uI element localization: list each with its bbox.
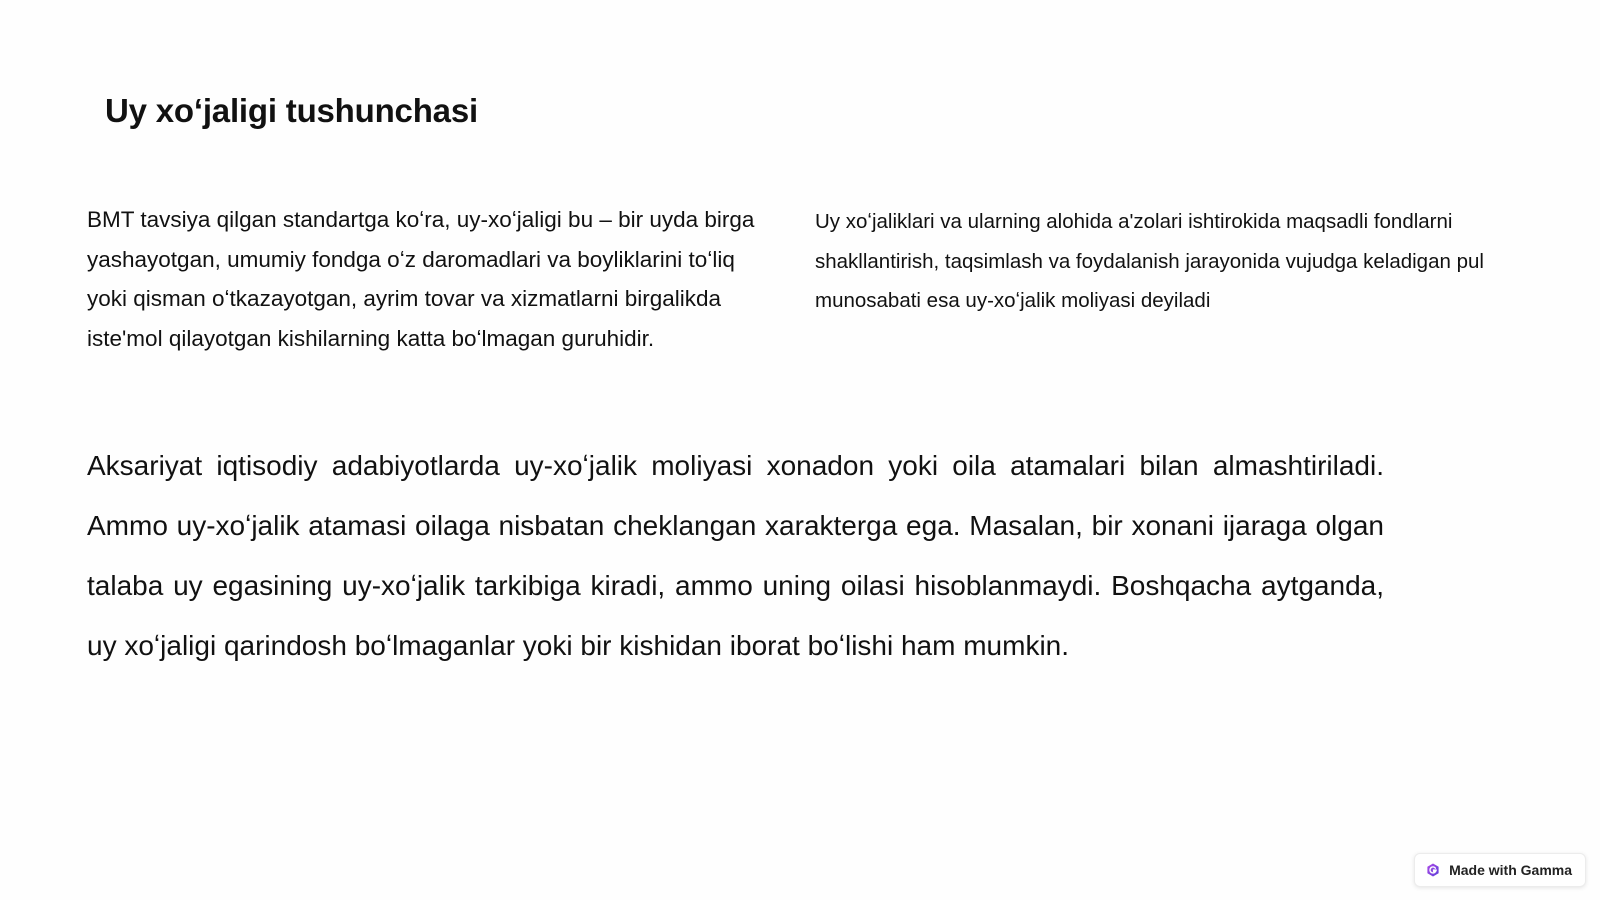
left-paragraph: BMT tavsiya qilgan standartga koʻra, uy-xoʻjaligi bu – bir uyda birga yashayotgan, umumiy fondga oʻz daromadlari va boyliklarini toʻliq yoki qisman oʻtkazayotgan, ayrim tovar va xizmatlarni birgalikda iste'mol qilayotgan kishilarning katta boʻlmagan guruhidir. bbox=[87, 207, 755, 351]
slide-title: Uy xoʻjaligi tushunchasi bbox=[105, 92, 478, 129]
gamma-logo-icon bbox=[1425, 862, 1441, 878]
body-paragraph: Aksariyat iqtisodiy adabiyotlarda uy-xoʻjalik moliyasi xonadon yoki oila atamalari bilan almashtiriladi. Ammo uy-xoʻjalik atamasi oilaga nisbatan cheklangan xarakterga ega. Masalan, bir xonani ijaraga olgan talaba uy egasining uy-xoʻjalik tarkibiga kiradi, ammo uning oilasi hisoblanmaydi. Boshqacha aytganda, uy xoʻjaligi qarindosh boʻlmaganlar yoki bir kishidan iborat boʻlishi ham mumkin. bbox=[87, 450, 1384, 661]
badge-label: Made with Gamma bbox=[1449, 862, 1572, 878]
right-paragraph: Uy xoʻjaliklari va ularning alohida a'zolari ishtirokida maqsadli fondlarni shakllantirish, taqsimlash va foydalanish jarayonida vujudga keladigan pul munosabati esa uy-xoʻjalik moliyasi deyiladi bbox=[815, 210, 1484, 312]
made-with-gamma-badge[interactable] bbox=[1414, 853, 1586, 887]
